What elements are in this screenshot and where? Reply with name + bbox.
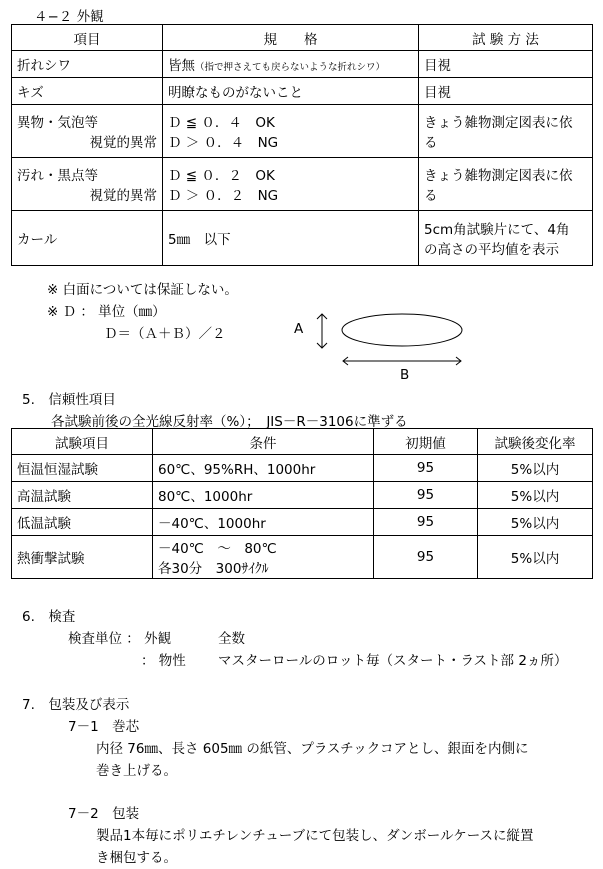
inspection-property-label: ： 物性 xyxy=(141,653,186,669)
change-cell: 5%以内 xyxy=(478,509,593,536)
core-subtitle: 7－1 巻芯 xyxy=(68,719,140,735)
method-cell xyxy=(419,158,593,211)
packaging-text-line: 製品1本毎にポリエチレンチューブにて包装し、ダンボールケースに縦置 xyxy=(96,828,534,844)
method-line: 5cm角試験片にて、4角 xyxy=(424,222,570,238)
header-spec: 規 格 xyxy=(163,25,419,51)
horizontal-arrow-b xyxy=(343,357,461,365)
note-white-side: ※ 白面については保証しない。 xyxy=(47,282,238,298)
method-line: る xyxy=(424,188,438,204)
section-7-title: 7. 包装及び表示 xyxy=(22,697,130,713)
header-initial: 初期値 xyxy=(374,429,478,455)
measurement-diagram xyxy=(310,310,470,370)
item-cell xyxy=(12,158,163,211)
change-cell: 5%以内 xyxy=(478,536,593,579)
defect-ellipse xyxy=(342,314,462,346)
table-row xyxy=(12,211,593,266)
condition-cell xyxy=(153,536,374,579)
appearance-table xyxy=(11,24,593,266)
item-line: 異物・気泡等 xyxy=(17,115,98,131)
vertical-arrow-a xyxy=(317,314,327,348)
method-line: の高さの平均値を表示 xyxy=(424,242,559,258)
table-row xyxy=(12,536,593,579)
header-change: 試験後変化率 xyxy=(478,429,593,455)
spec-cell: 明瞭なものがないこと xyxy=(163,78,419,105)
table-row xyxy=(12,105,593,158)
packaging-text-line: き梱包する。 xyxy=(96,850,177,866)
header-condition: 条件 xyxy=(153,429,374,455)
item-cell: 折れシワ xyxy=(12,51,163,78)
spec-main: 皆無 xyxy=(168,58,195,74)
item-cell: カール xyxy=(12,211,163,266)
section-5-title: 5. 信頼性項目 xyxy=(22,392,116,408)
condition-line: 各30分 300ｻｲｸﾙ xyxy=(158,561,269,577)
inspection-unit-label: 検査単位 ： 外観 xyxy=(68,631,172,647)
initial-cell: 95 xyxy=(374,482,478,509)
header-item: 項目 xyxy=(12,25,163,51)
item-line: 視覚的異常 xyxy=(89,135,157,151)
section-5-subtitle: 各試験前後の全光線反射率（%）； JIS－R－3106に準ずる xyxy=(51,414,408,430)
condition-cell: 60℃、95%RH、1000hr xyxy=(153,455,374,482)
spec-cell xyxy=(163,51,419,78)
change-cell: 5%以内 xyxy=(478,482,593,509)
table-row xyxy=(12,51,593,78)
initial-cell: 95 xyxy=(374,455,478,482)
spec-line: Ｄ ≦ ０．４ OK xyxy=(168,115,275,131)
table-row xyxy=(12,482,593,509)
spec-line: Ｄ ≦ ０．２ OK xyxy=(168,168,275,184)
test-item-cell: 熱衝撃試験 xyxy=(12,536,153,579)
initial-cell: 95 xyxy=(374,509,478,536)
method-line: きょう雑物測定図表に依 xyxy=(424,168,573,184)
method-cell xyxy=(419,211,593,266)
reliability-table xyxy=(11,428,593,579)
method-line: きょう雑物測定図表に依 xyxy=(424,115,573,131)
diagram-label-a: A xyxy=(294,321,304,337)
note-d-unit: ※ Ｄ ： 単位（㎜） xyxy=(47,304,166,320)
table-row xyxy=(12,455,593,482)
initial-cell: 95 xyxy=(374,536,478,579)
method-cell: 目視 xyxy=(419,78,593,105)
spec-line: Ｄ ＞ ０．２ NG xyxy=(168,188,279,204)
method-cell xyxy=(419,105,593,158)
spec-note: （指で押さえても戻らないような折れシワ） xyxy=(195,62,386,73)
method-cell: 目視 xyxy=(419,51,593,78)
test-item-cell: 低温試験 xyxy=(12,509,153,536)
spec-line: Ｄ ＞ ０．４ NG xyxy=(168,135,279,151)
core-text-line: 巻き上げる。 xyxy=(96,763,177,779)
header-method: 試 験 方 法 xyxy=(419,25,593,51)
method-line: る xyxy=(424,135,438,151)
condition-cell: 80℃、1000hr xyxy=(153,482,374,509)
diagram-label-b: B xyxy=(400,367,410,383)
inspection-property-value: マスターロールのロット毎（スタート・ラスト部 2ヵ所） xyxy=(218,653,568,669)
spec-cell: 5㎜ 以下 xyxy=(163,211,419,266)
table-row xyxy=(12,509,593,536)
core-text-line: 内径 76㎜、長さ 605㎜ の紙管、プラスチックコアとし、銀面を内側に xyxy=(96,741,529,757)
condition-line: －40℃ ～ 80℃ xyxy=(158,541,277,557)
header-test-item: 試験項目 xyxy=(12,429,153,455)
condition-cell: －40℃、1000hr xyxy=(153,509,374,536)
item-cell: キズ xyxy=(12,78,163,105)
spec-cell xyxy=(163,105,419,158)
section-42-title: ４−２ 外観 xyxy=(34,9,104,25)
table-row xyxy=(12,78,593,105)
appearance-header-row xyxy=(12,25,593,51)
reliability-header-row xyxy=(12,429,593,455)
inspection-unit-value: 全数 xyxy=(218,631,245,647)
item-line: 汚れ・黒点等 xyxy=(17,168,98,184)
test-item-cell: 高温試験 xyxy=(12,482,153,509)
spec-cell xyxy=(163,158,419,211)
item-cell xyxy=(12,105,163,158)
item-line: 視覚的異常 xyxy=(89,188,157,204)
test-item-cell: 恒温恒湿試験 xyxy=(12,455,153,482)
packaging-subtitle: 7－2 包装 xyxy=(68,806,140,822)
d-formula: Ｄ＝（Ａ＋Ｂ）／２ xyxy=(104,326,226,342)
section-6-title: 6. 検査 xyxy=(22,609,76,625)
table-row xyxy=(12,158,593,211)
change-cell: 5%以内 xyxy=(478,455,593,482)
